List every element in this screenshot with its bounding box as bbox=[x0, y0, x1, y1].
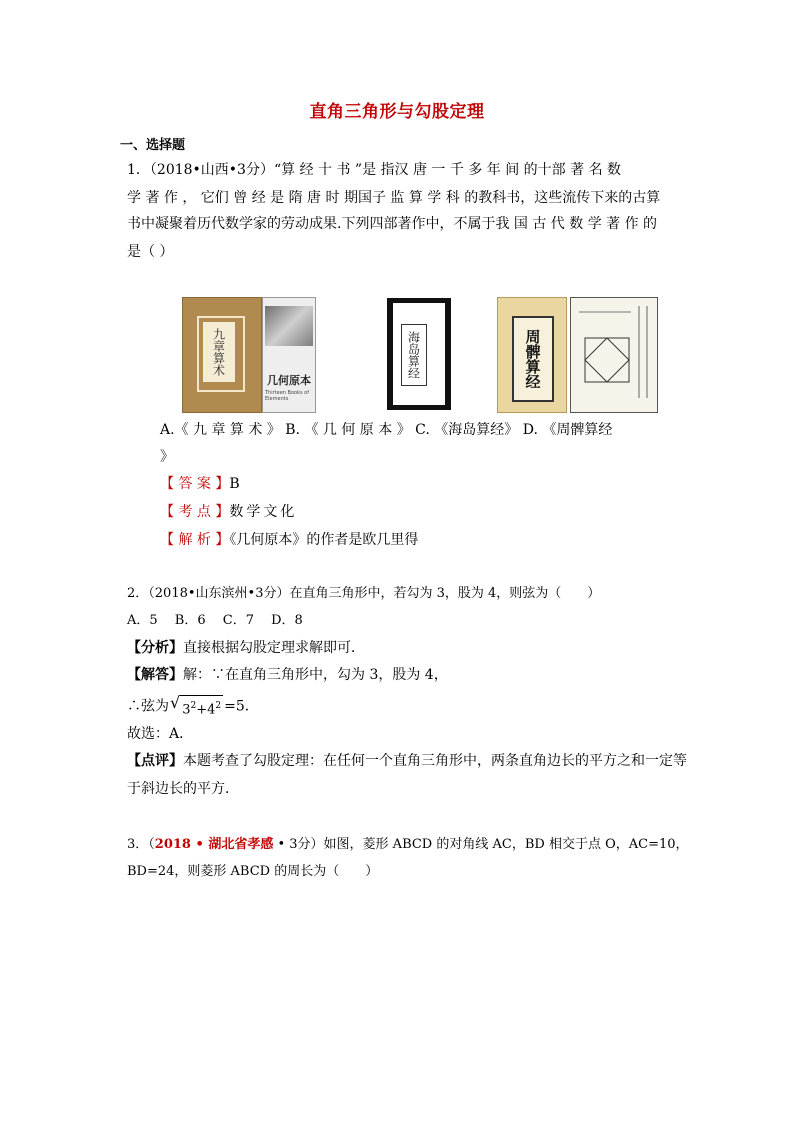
q1-options: A.《 九 章 算 术 》 B. 《 几 何 原 本 》 C. 《海岛算经》 D. 《周髀算经 bbox=[160, 422, 613, 438]
analysis-value: 《几何原本》的作者是欧几里得 bbox=[229, 532, 419, 548]
calc-a: 3 bbox=[182, 702, 191, 718]
book-zhoubi-label: 周髀算经 bbox=[523, 329, 542, 389]
book-zhoubi-diagram-image bbox=[570, 297, 658, 413]
q1-point-row bbox=[160, 502, 297, 522]
book-jiuzhang-label: 九章算术 bbox=[211, 328, 226, 376]
q3-source: 2018 • 湖北省孝感 bbox=[154, 837, 274, 852]
calc-a-exp: 2 bbox=[190, 701, 197, 711]
jieda-value: 解：∵在直角三角形中，勾为 3，股为 4， bbox=[183, 667, 448, 683]
book-jiuzhang-image bbox=[182, 297, 262, 413]
book-jihe-image bbox=[262, 297, 316, 413]
book-jihe-sublabel: Thirteen Books of Elements bbox=[265, 390, 309, 402]
q2-jieda-row bbox=[127, 665, 448, 685]
q3-num: 3．（ bbox=[127, 837, 155, 852]
q3-text1: 如图，菱形 ABCD 的对角线 AC，BD 相交于点 O，AC=10， bbox=[323, 837, 689, 852]
answer-value: B bbox=[229, 476, 240, 492]
fenxi-value: 直接根据勾股定理求解即可． bbox=[183, 640, 365, 656]
sqrt-expression: √ $3^2+4^2$ bbox=[170, 693, 223, 720]
q1-line3: 书中凝聚着历代数学家的劳动成果.下列四部著作中，不属于我 国 古 代 数 学 著 作 的 bbox=[127, 216, 658, 232]
q1-line2: 学 著 作 ， 它们 曾 经 是 隋 唐 时 期国子 监 算 学 科 的教科书，这些流传下来的古算 bbox=[127, 190, 661, 206]
dianping-value: 本题考查了勾股定理：在任何一个直角三角形中，两条直角边长的平方之和一定等 bbox=[183, 753, 687, 769]
page-title: 直角三角形与勾股定理 bbox=[309, 102, 485, 122]
book-haidao-label: 海岛算经 bbox=[406, 331, 421, 379]
q1-options-cont: 》 bbox=[160, 449, 174, 465]
answer-tag: 【 答 案 】 bbox=[160, 476, 230, 492]
q2-calc-row bbox=[127, 693, 259, 720]
q2-dianping-cont: 于斜边长的平方． bbox=[127, 781, 239, 797]
zhoubi-diagram-icon bbox=[571, 298, 657, 412]
fenxi-tag: 【分析】 bbox=[127, 640, 183, 656]
analysis-tag: 【 解 析 】 bbox=[160, 532, 230, 548]
q3-line1 bbox=[127, 835, 689, 855]
calc-b: 4 bbox=[207, 702, 216, 718]
calc-b-exp: 2 bbox=[215, 701, 222, 711]
q2-dianping-row bbox=[127, 751, 687, 771]
calc-suffix: =5． bbox=[224, 698, 259, 715]
book-jihe-label: 几何原本 bbox=[267, 374, 311, 387]
calc-prefix: ∴弦为 bbox=[127, 698, 169, 715]
q3-points: • 3分） bbox=[273, 837, 324, 852]
dianping-tag: 【点评】 bbox=[127, 753, 183, 769]
q2-options: A．5 B．6 C．7 D．8 bbox=[127, 613, 303, 628]
point-tag: 【 考 点 】 bbox=[160, 504, 230, 520]
q2-choose: 故选：A． bbox=[127, 726, 194, 742]
q1-line1: 1．（2018•山西•3分）“算 经 十 书 ”是 指汉 唐 一 千 多 年 间 的十部 著 名 数 bbox=[127, 162, 622, 178]
q2-fenxi-row bbox=[127, 638, 365, 658]
jieda-tag: 【解答】 bbox=[127, 667, 183, 683]
section-heading: 一、选择题 bbox=[120, 138, 186, 153]
q1-answer-row bbox=[160, 474, 240, 494]
book-zhoubi-image bbox=[497, 297, 567, 413]
q2-line1: 2．（2018•山东滨州•3分）在直角三角形中，若勾为 3，股为 4，则弦为（ ） bbox=[127, 586, 601, 601]
q1-analysis-row bbox=[160, 530, 418, 550]
q3-line2: BD=24，则菱形 ABCD 的周长为（ ） bbox=[127, 864, 379, 879]
point-value: 数学文化 bbox=[229, 504, 298, 520]
book-haidao-image bbox=[387, 298, 451, 410]
q1-line4: 是（ ） bbox=[127, 244, 174, 260]
